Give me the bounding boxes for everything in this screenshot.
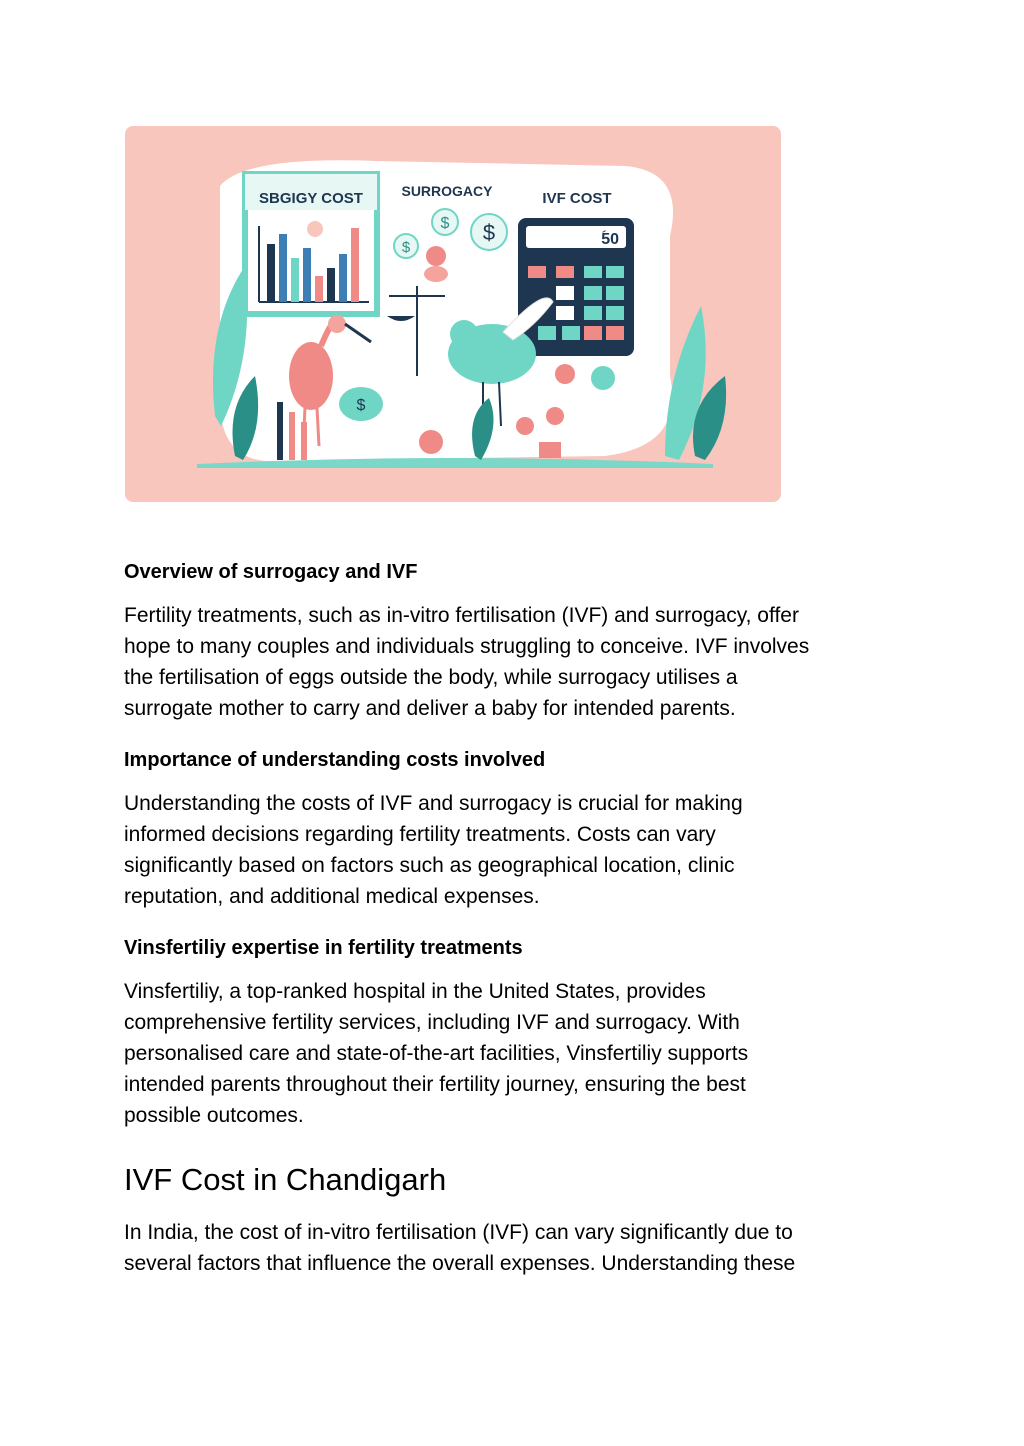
calculator-display: ؘ50 [601, 231, 619, 248]
bar [291, 258, 299, 302]
paragraph-line: informed decisions regarding fertility treatments. Costs can vary [124, 823, 716, 846]
paragraph-line: the fertilisation of eggs outside the body, while surrogacy utilises a [124, 666, 738, 689]
dollar-coin-icon [471, 214, 507, 250]
cost-chart-board [245, 174, 377, 314]
paragraph-line: intended parents throughout their fertility journey, ensuring the best [124, 1073, 746, 1096]
bar [301, 422, 307, 460]
dollar-coin-icon [394, 234, 418, 258]
bar [279, 234, 287, 302]
paragraph-line: Fertility treatments, such as in-vitro fertilisation (IVF) and surrogacy, offer [124, 604, 799, 627]
section-paragraph-costs [124, 788, 894, 912]
svg-text:$: $ [440, 215, 450, 232]
calculator-icon [518, 218, 634, 356]
bar [303, 248, 311, 302]
paragraph-line: significantly based on factors such as geographical location, clinic [124, 854, 735, 877]
surrogacy-label: SURROGACY [401, 183, 493, 199]
coin-icon [516, 417, 534, 435]
section-heading-overview: Overview of surrogacy and IVF [124, 561, 418, 583]
coin-stack-icon [539, 442, 561, 458]
bar [351, 228, 359, 302]
article-content [124, 558, 894, 1301]
section-paragraph-expertise [124, 976, 894, 1131]
bar [277, 402, 283, 460]
paragraph-line: personalised care and state-of-the-art facilities, Vinsfertiliy supports [124, 1042, 749, 1065]
paragraph-line: In India, the cost of in-vitro fertilisation (IVF) can vary significantly due to [124, 1221, 793, 1244]
money-bag-icon [419, 430, 443, 454]
surrogacy-ivf-cost-illustration [125, 126, 781, 502]
section-paragraph-overview [124, 600, 894, 724]
paragraph-line: comprehensive fertility services, including IVF and surrogacy. With [124, 1011, 740, 1034]
section-heading-costs: Importance of understanding costs involved [124, 749, 546, 771]
paragraph-line: Vinsfertiliy, a top-ranked hospital in the United States, provides [124, 980, 706, 1003]
coin-icon [555, 364, 575, 384]
paragraph-line: surrogate mother to carry and deliver a baby for intended parents. [124, 697, 736, 720]
bar [339, 254, 347, 302]
bar [327, 268, 335, 302]
svg-text:$: $ [482, 220, 496, 245]
ivf-cost-label: IVF COST [542, 190, 612, 207]
piggy-bank-icon [339, 387, 383, 421]
coin-icon [591, 366, 615, 390]
paragraph-line: reputation, and additional medical expenses. [124, 885, 540, 908]
bar [315, 276, 323, 302]
svg-text:$: $ [401, 239, 411, 256]
paragraph-line: possible outcomes. [124, 1104, 304, 1127]
intro-paragraph [124, 1217, 894, 1279]
paragraph-line: hope to many couples and individuals struggling to conceive. IVF involves [124, 635, 810, 658]
board-title: SBGIGY COST [259, 190, 363, 207]
paragraph-line: several factors that influence the overall expenses. Understanding these [124, 1252, 796, 1275]
bar [289, 412, 295, 460]
coin-icon [546, 407, 564, 425]
paragraph-line: Understanding the costs of IVF and surrogacy is crucial for making [124, 792, 743, 815]
coin-icon [307, 221, 323, 237]
section-heading-expertise: Vinsfertiliy expertise in fertility treatments [124, 937, 523, 959]
bar [267, 244, 275, 302]
main-heading: IVF Cost in Chandigarh [124, 1162, 447, 1197]
svg-text:$: $ [356, 397, 366, 414]
dollar-coin-icon [432, 209, 458, 235]
